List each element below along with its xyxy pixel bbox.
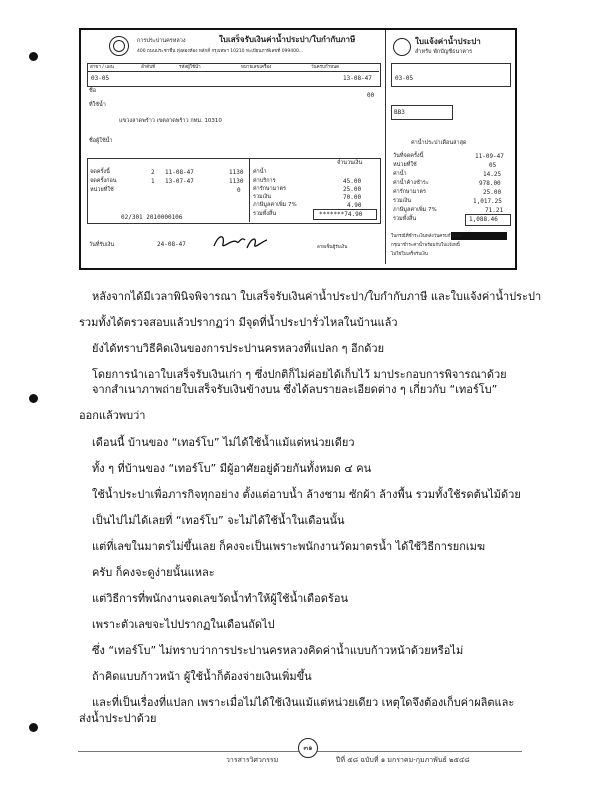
stub-row-value: 978.00 (479, 180, 501, 187)
stub-row-value: 1,017.25 (473, 198, 502, 205)
receipt-code: 02/301 2010000106 (121, 214, 183, 221)
paragraph-line: ถ้าคิดแบบก้าวหน้า ผู้ใช้น้ำก็ต้องจ่ายเงินเพิ่มขึ้น (92, 670, 312, 683)
user-label: ชื่อผู้ใช้น้ำ (89, 138, 113, 144)
meter-label: จดครั้งก่อน (90, 178, 117, 184)
charge-amount: *******74.90 (319, 211, 363, 218)
stub-row-label: วันที่จดครั้งนี้ (393, 153, 424, 159)
receipt-org-address: 400 ถนนประชาชื่น ทุ่งสองห้อง หลักสี่ กรุงเทพฯ 10210 ทะเบียนภาษีเลขที่ 099400... (137, 49, 304, 54)
doc-no: 00 (367, 92, 375, 99)
charge-label: ภาษีมูลค่าเพิ่ม 7% (253, 202, 297, 208)
footer-journal: วารสารวิศวกรรม (226, 756, 279, 764)
stub-row-label: ค่าน้ำ (393, 171, 407, 177)
receipt-header-divider (87, 71, 379, 72)
meter-no: 1 (151, 178, 155, 185)
page-number: ๓๑ (298, 738, 318, 758)
paragraph-line: เพราะตัวเลขจะไปปรากฏในเดือนถัดไป (92, 618, 275, 631)
stub-row-label: รวมเงิน (393, 198, 411, 204)
stub-row-label: หน่วยที่ใช้ (393, 162, 417, 168)
col-label: หมายเลขเครื่อง (241, 65, 272, 70)
paragraph-line: ออกแล้วพบว่า (79, 409, 146, 422)
stub-subtitle: สำหรับ พักบัญชีธนาคาร (415, 49, 473, 55)
paragraph-line: จากสำเนาภาพถ่ายใบเสร็จรับเงินข้างบน ซึ่งได้ลบรายละเอียดต่าง ๆ เกี่ยวกับ “เทอร์โบ” (92, 383, 498, 396)
stub-row-value: 71.21 (485, 207, 504, 214)
col-label: รหัสผู้ใช้น้ำ (179, 65, 201, 70)
meter-reading: 1130 (229, 169, 244, 176)
charge-label: ค่าบริการ (253, 178, 276, 184)
footer-issue: ปีที่ ๕๘ ฉบับที่ ๑ มกราคม-กุมภาพันธ์ ๒๕๔๘ (336, 756, 470, 764)
paragraph-line: เป็นไปไม่ได้เลยที่ “เทอร์โบ” จะไม่ได้ใช้น้ำในเดือนนั้น (92, 514, 345, 527)
paragraph-line: แต่วิธีการที่พนักงานจดเลขวัดน้ำทำให้ผู้ใช้น้ำเดือดร้อน (92, 592, 348, 605)
charge-header: จำนวนเงิน (337, 160, 363, 166)
receipt-org: การประปานครหลวง (137, 38, 186, 44)
paragraph-line: ทั้ง ๆ ที่บ้านของ “เทอร์โบ” มีผู้อาศัยอยู่ด้วยกันทั้งหมด ๔ คน (92, 462, 372, 475)
charge-label: รวมเงิน (253, 194, 271, 200)
stub-row-label: ภาษีมูลค่าเพิ่ม 7% (393, 207, 437, 213)
name-label: ชื่อ (89, 88, 97, 94)
paragraph-line: และที่เป็นเรื่องที่แปลก เพราะเมื่อไม่ได้ใช้เงินแม้แต่หน่วยเดียว เหตุใดจึงต้องเก็บค่าผลิตและ (92, 696, 515, 709)
paragraph-line: เดือนนี้ บ้านของ “เทอร์โบ” ไม่ได้ใช้น้ำแม้แต่หน่วยเดียว (92, 436, 355, 449)
stub-title: ใบแจ้งค่าน้ำประปา (415, 37, 481, 46)
stub-note: กรุณาชำระค่าน้ำพร้อมกับใบแจ้งหนี้ (391, 243, 460, 248)
charge-amount: 4.90 (347, 202, 362, 209)
paragraph-line: หลังจากได้มีเวลาพินิจพิจารณา ใบเสร็จรับเงินค่าน้ำประปา/ใบกำกับภาษี และใบแจ้งค่าน้ำประปา (92, 290, 542, 303)
branch-code: 03-05 (91, 75, 110, 82)
meter-no: 2 (151, 169, 155, 176)
receipt-divider (385, 30, 386, 264)
stub-section-title: ค่าน้ำประปาเดือนล่าสุด (411, 140, 467, 146)
receipt-title: ใบเสร็จรับเงินค่าน้ำประปา/ใบกำกับภาษี (219, 35, 356, 44)
mwa-seal-icon (113, 40, 125, 52)
paragraph-line: ซึ่ง “เทอร์โบ” ไม่ทราบว่าการประปานครหลวงคิดค่าน้ำแบบก้าวหน้าด้วยหรือไม่ (92, 644, 464, 657)
date-value: 24-08-47 (157, 241, 186, 248)
meter-label: หน่วยที่ใช้ (90, 187, 114, 193)
address: แขวงลาดพร้าว เขตลาดพร้าว กทม. 10310 (119, 118, 222, 124)
charge-amount: 25.00 (343, 186, 362, 193)
charge-label: รวมทั้งสิ้น (253, 211, 277, 217)
margin-bullet (29, 723, 38, 732)
stub-row-value: 11-09-47 (475, 153, 504, 160)
stub-row-label: ค่ารักษามาตร (393, 189, 427, 195)
mwa-seal-icon (393, 38, 411, 56)
stub-branch: 03-05 (395, 75, 414, 82)
charge-amount: 70.00 (343, 194, 362, 201)
paragraph-line: แต่ที่เลขในมาตรไม่ขึ้นเลย ก็คงจะเป็นเพราะพนักงานวัดมาตรน้ำ ได้ใช้วิธีการยกเมฆ (92, 540, 486, 553)
charge-label: ค่าน้ำ (253, 169, 267, 175)
stub-row-label: รวมทั้งสิ้น (393, 216, 417, 222)
meter-reading: 1130 (229, 178, 244, 185)
stub-note: ไม่ใช่ใบเสร็จรับเงิน (391, 252, 428, 257)
stub-code: BB3 (394, 109, 405, 116)
margin-bullet (29, 394, 38, 403)
sign-caption: ลายเซ็นผู้รับเงิน (317, 245, 348, 250)
charge-label: ค่ารักษามาตร (253, 186, 287, 192)
stub-row-value: 1,088.46 (469, 216, 498, 223)
col-label: วันครบกำหนด (311, 65, 340, 70)
paragraph-line: โดยการนำเอาใบเสร็จรับเงินเก่า ๆ ซึ่งปกติก็ไม่ค่อยได้เก็บไว้ มาประกอบการพิจารณาด้วย (92, 368, 507, 381)
col-label: ลำดับที่ (141, 65, 156, 70)
meter-reading: 0 (237, 187, 241, 194)
stub-row-label: ค่าน้ำค้างชำระ (393, 180, 429, 186)
col-label: สาขา / แผน (90, 65, 114, 70)
stub-row-value: 14.25 (483, 171, 502, 178)
charge-amount: 45.00 (343, 178, 362, 185)
receipt-scan (79, 28, 517, 270)
paragraph-line: ยังได้ทราบวิธีคิดเงินของการประปานครหลวงที่แปลก ๆ อีกด้วย (92, 342, 385, 355)
meter-date: 13-07-47 (165, 178, 194, 185)
stub-row-value: 25.00 (483, 189, 502, 196)
stub-note: ในกรณีที่ชำระเงินหลังวันครบกำหนด (391, 234, 462, 239)
meter-date: 11-08-47 (165, 169, 194, 176)
addr-label: ที่ใช้น้ำ (89, 102, 106, 108)
margin-bullet (29, 52, 38, 61)
meter-label: จดครั้งนี้ (90, 169, 110, 175)
paragraph-line: ส่งน้ำประปาด้วย (79, 712, 157, 725)
paragraph-line: ครับ ก็คงจะดูง่ายนั้นแหละ (92, 566, 215, 579)
due-date: 13-08-47 (343, 75, 372, 82)
date-label: วันที่รับเงิน (89, 242, 115, 248)
signature-icon (211, 232, 271, 252)
paragraph-line: รวมทั้งได้ตรวจสอบแล้วปรากฏว่า มีจุดที่น้ำประปารั่วไหลในบ้านแล้ว (79, 316, 398, 329)
paragraph-line: ใช้น้ำประปาเพื่อภารกิจทุกอย่าง ตั้งแต่อาบน้ำ ล้างชาม ซักผ้า ล้างพื้น รวมทั้งใช้รดต้นไม้ด้วย (92, 488, 521, 501)
stub-row-value: 05 (489, 162, 497, 169)
charges-table-divider (249, 158, 250, 222)
